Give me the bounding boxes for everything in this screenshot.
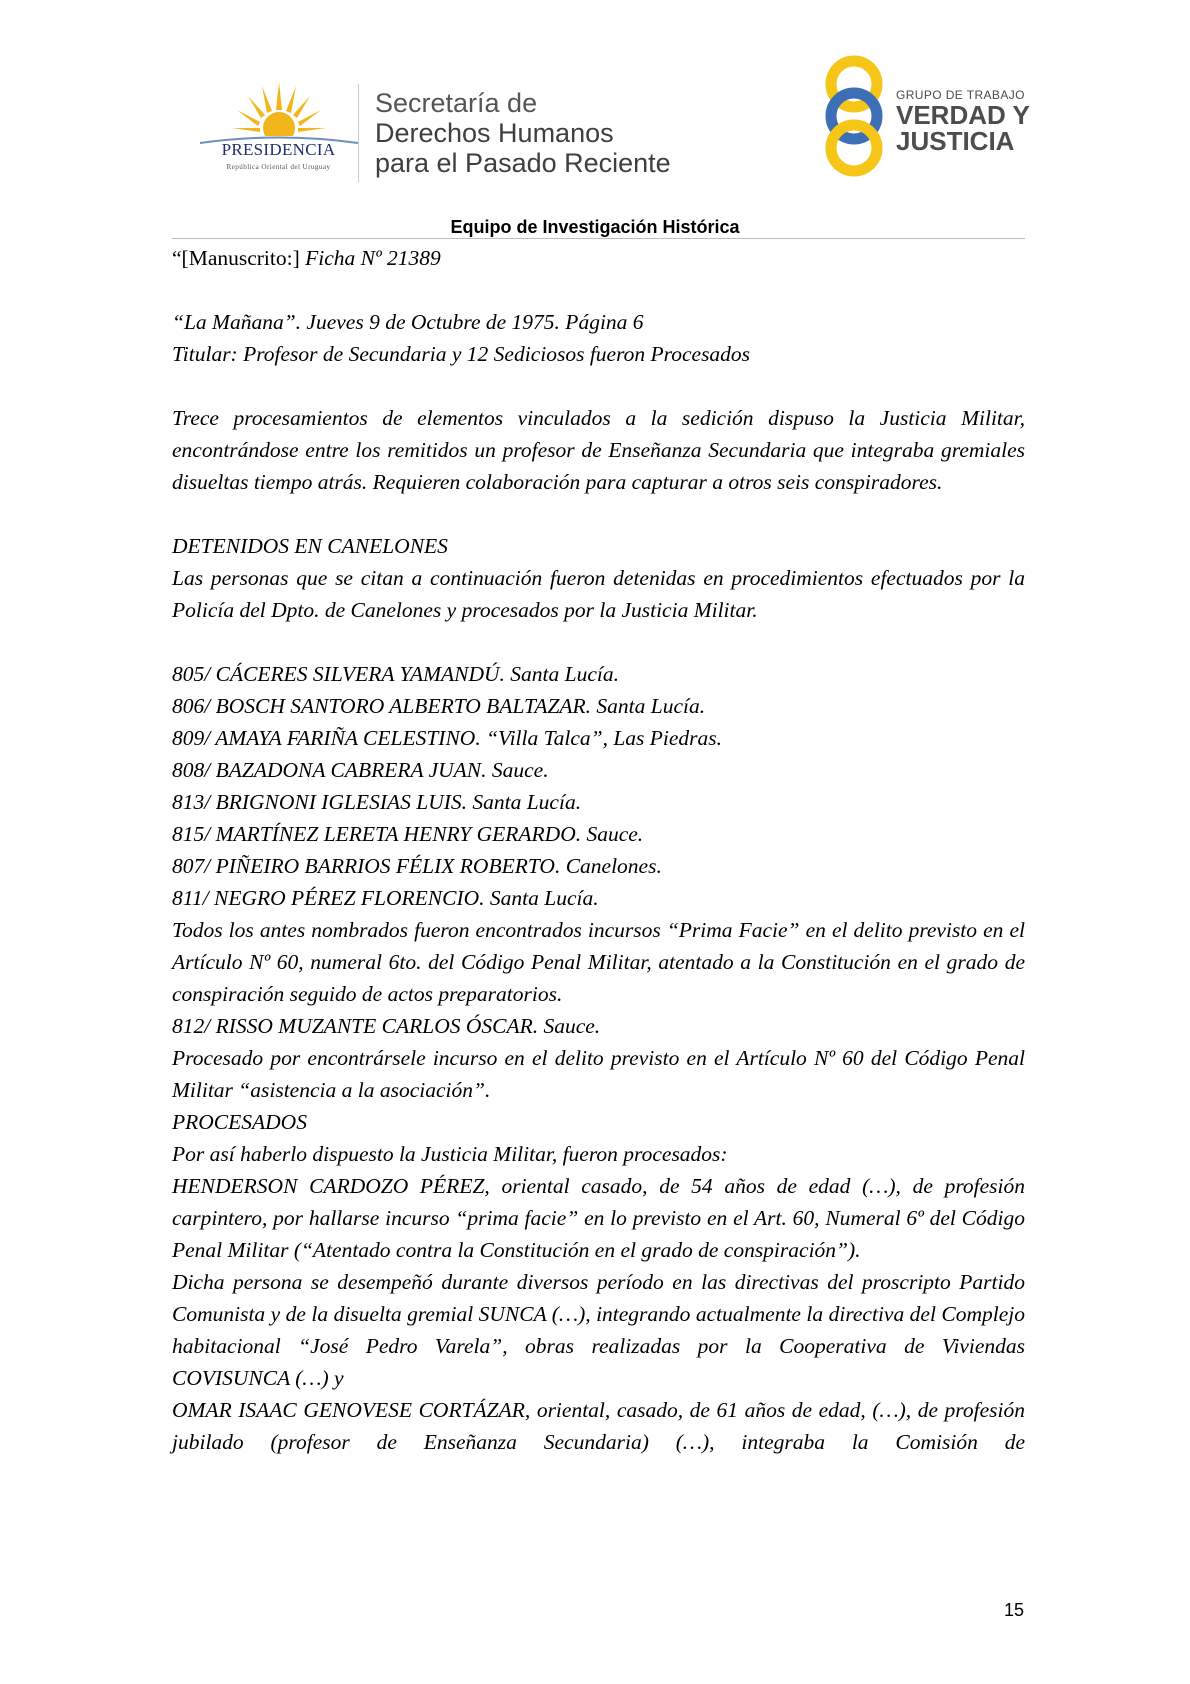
page-number: 15 [1004, 1600, 1025, 1620]
secretaria-line-2: Derechos Humanos [375, 118, 614, 148]
verdad-justicia-logo [818, 52, 1038, 182]
linked-rings-icon [818, 54, 890, 178]
team-header: Equipo de Investigación Histórica [450, 217, 740, 237]
grupo-text [896, 88, 1030, 154]
paragraph-genovese: OMAR ISAAC GENOVESE CORTÁZAR, oriental, casado, de 61 años de edad, (…), de profesión jubilado (profesor de Enseñanza Secundaria) (…), integraba la Comisión de [172, 1398, 1025, 1454]
detainee-item: 815/ MARTÍNEZ LERETA HENRY GERARDO. Sauce. [172, 822, 644, 846]
presidencia-logo [196, 80, 356, 180]
detainee-item: 813/ BRIGNONI IGLESIAS LUIS. Santa Lucía. [172, 790, 582, 814]
paragraph-canelones: Las personas que se citan a continuación fueron detenidas en procedimientos efectuados por la Policía del Dpto. de Canelones y procesados por la Justicia Militar. [172, 566, 1025, 622]
header-rule [172, 238, 1025, 239]
sun-icon [232, 80, 327, 142]
detainee-item: 812/ RISSO MUZANTE CARLOS ÓSCAR. Sauce. [172, 1014, 601, 1038]
manuscrito-prefix: “[Manuscrito:] [172, 246, 300, 270]
republica-label: República Oriental del Uruguay [226, 163, 331, 171]
paragraph-intro: Trece procesamientos de elementos vinculados a la sedición dispuso la Justicia Militar, encontrándose entre los remitidos un profesor de Enseñanza Secundaria que integraba gremiales disueltas tiempo atrás. Requieren colaboración para capturar a otros seis conspiradores. [172, 406, 1025, 494]
ficha-number: Ficha Nº 21389 [299, 246, 441, 270]
detainee-item: 806/ BOSCH SANTORO ALBERTO BALTAZAR. Santa Lucía. [172, 694, 706, 718]
detainee-item: 805/ CÁCERES SILVERA YAMANDÚ. Santa Lucía. [172, 662, 619, 686]
document-body [172, 242, 1025, 1458]
detainee-item: 808/ BAZADONA CABRERA JUAN. Sauce. [172, 758, 549, 782]
detainee-item: 807/ PIÑEIRO BARRIOS FÉLIX ROBERTO. Canelones. [172, 854, 662, 878]
grupo-line-1: GRUPO DE TRABAJO [896, 88, 1025, 102]
paragraph-procesados-intro: Por así haberlo dispuesto la Justicia Militar, fueron procesados: [172, 1142, 728, 1166]
grupo-line-2: VERDAD Y [896, 100, 1030, 130]
paragraph-asistencia: Procesado por encontrársele incurso en el delito previsto en el Artículo Nº 60 del Código Penal Militar “asistencia a la asociación”. [172, 1046, 1025, 1102]
source-line: “La Mañana”. Jueves 9 de Octubre de 1975. Página 6 [172, 310, 644, 334]
presidencia-label: PRESIDENCIA [221, 140, 336, 159]
heading-procesados: PROCESADOS [172, 1110, 307, 1134]
detainee-item: 809/ AMAYA FARIÑA CELESTINO. “Villa Talca”, Las Piedras. [172, 726, 723, 750]
titular-line: Titular: Profesor de Secundaria y 12 Sediciosos fueron Procesados [172, 342, 751, 366]
header-divider [358, 84, 359, 182]
paragraph-directivas: Dicha persona se desempeñó durante diversos período en las directivas del proscripto Partido Comunista y de la disuelta gremial SUNCA (…), integrando actualmente la directiva del Complejo habitacional “José Pedro Varela”, obras realizadas por la Cooperativa de Viviendas COVISUNCA (…) y [172, 1270, 1025, 1390]
paragraph-henderson: HENDERSON CARDOZO PÉREZ, oriental casado, de 54 años de edad (…), de profesión carpintero, por hallarse incurso “prima facie” en lo previsto en el Art. 60, Numeral 6º del Código Penal Militar (“Atentado contra la Constitución en el grado de conspiración”). [172, 1174, 1025, 1262]
secretaria-line-3: para el Pasado Reciente [375, 148, 671, 178]
heading-canelones: DETENIDOS EN CANELONES [172, 534, 448, 558]
secretaria-title [375, 88, 671, 178]
secretaria-line-1: Secretaría de [375, 88, 538, 118]
detainee-item: 811/ NEGRO PÉREZ FLORENCIO. Santa Lucía. [172, 886, 599, 910]
grupo-line-3: JUSTICIA [896, 126, 1015, 156]
paragraph-charges: Todos los antes nombrados fueron encontrados incursos “Prima Facie” en el delito previsto en el Artículo Nº 60, numeral 6to. del Código Penal Militar, atentado a la Constitución en el grado de conspiración seguido de actos preparatorios. [172, 918, 1025, 1006]
